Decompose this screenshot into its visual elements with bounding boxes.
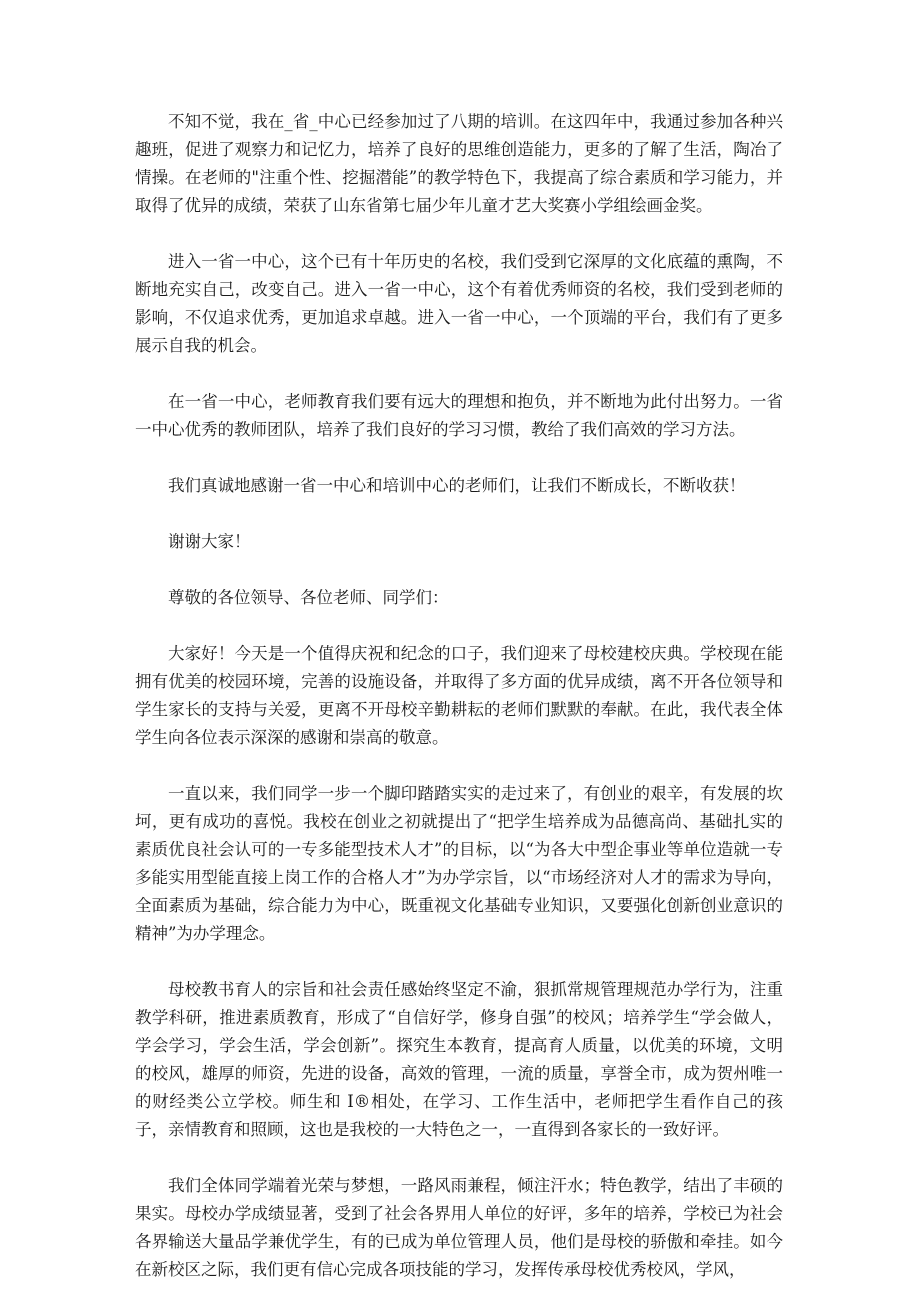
paragraph-2: 进入一省一中心，这个已有十年历史的名校，我们受到它深厚的文化底蕴的熏陶，不断地充实自己，改变自己。进入一省一中心，这个有着优秀师资的名校，我们受到老师的影响，不仅追求优秀，更加追求卓越。进入一省一中心，一个顶端的平台，我们有了更多展示自我的机会。 bbox=[135, 252, 783, 355]
paragraph-5: 谢谢大家！ bbox=[168, 532, 251, 551]
paragraph-7: 大家好！今天是一个值得庆祝和纪念的口子，我们迎来了母校建校庆典。学校现在能拥有优美的校园环境，完善的设施设备，并取得了多方面的优异成绩，离不开各位领导和学生家长的支持与关爱，更离不开母校辛勤耕耘的老师们默默的奉献。在此，我代表全体学生向各位表示深深的感谢和崇高的敬意。 bbox=[135, 644, 783, 747]
paragraph-6: 尊敬的各位领导、各位老师、同学们： bbox=[168, 588, 449, 607]
paragraph-1: 不知不觉，我在_省_中心已经参加过了八期的培训。在这四年中，我通过参加各种兴趣班，促进了观察力和记忆力，培养了良好的思维创造能力，更多的了解了生活，陶冶了情操。在老师的"注重个性、挖掘潜能”的教学特色下，我提高了综合素质和学习能力，并取得了优异的成绩，荣获了山东省第七届少年儿童才艺大奖赛小学组绘画金奖。 bbox=[135, 112, 783, 215]
document-page bbox=[135, 108, 783, 1284]
paragraph-10: 我们全体同学端着光荣与梦想，一路风雨兼程，倾注汗水；特色教学，结出了丰硕的果实。母校办学成绩显著，受到了社会各界用人单位的好评，多年的培养，学校已为社会各界输送大量品学兼优学生，有的已成为单位管理人员，他们是母校的骄傲和牵挂。如今在新校区之际，我们更有信心完成各项技能的学习，发挥传承母校优秀校风，学风， bbox=[135, 1176, 783, 1279]
paragraph-8: 一直以来，我们同学一步一个脚印踏踏实实的走过来了，有创业的艰辛，有发展的坎坷，更有成功的喜悦。我校在创业之初就提出了“把学生培养成为品德高尚、基础扎实的素质优良社会认可的一专多能型技术人才”的目标，以“为各大中型企事业等单位造就一专多能实用型能直接上岗工作的合格人才”为办学宗旨，以“市场经济对人才的需求为导向，全面素质为基础，综合能力为中心，既重视文化基础专业知识，又要强化创新创业意识的精神”为办学理念。 bbox=[135, 784, 783, 943]
paragraph-3: 在一省一中心，老师教育我们要有远大的理想和抱负，并不断地为此付出努力。一省一中心优秀的教师团队，培养了我们良好的学习习惯，教给了我们高效的学习方法。 bbox=[135, 392, 783, 439]
paragraph-4: 我们真诚地感谢一省一中心和培训中心的老师们，让我们不断成长，不断收获！ bbox=[168, 476, 746, 495]
paragraph-9: 母校教书育人的宗旨和社会责任感始终坚定不渝，狠抓常规管理规范办学行为，注重教学科研，推进素质教育，形成了“自信好学，修身自强”的校风；培养学生“学会做人，学会学习，学会生活，学会创新”。探究生本教育，提高育人质量，以优美的环境，文明的校风，雄厚的师资，先进的设备，高效的管理，一流的质量，享誉全市，成为贺州唯一的财经类公立学校。师生和 I®相处，在学习、工作生活中，老师把学生看作自己的孩子，亲情教育和照顾，这也是我校的一大特色之一，一直得到各家长的一致好评。 bbox=[135, 980, 783, 1139]
